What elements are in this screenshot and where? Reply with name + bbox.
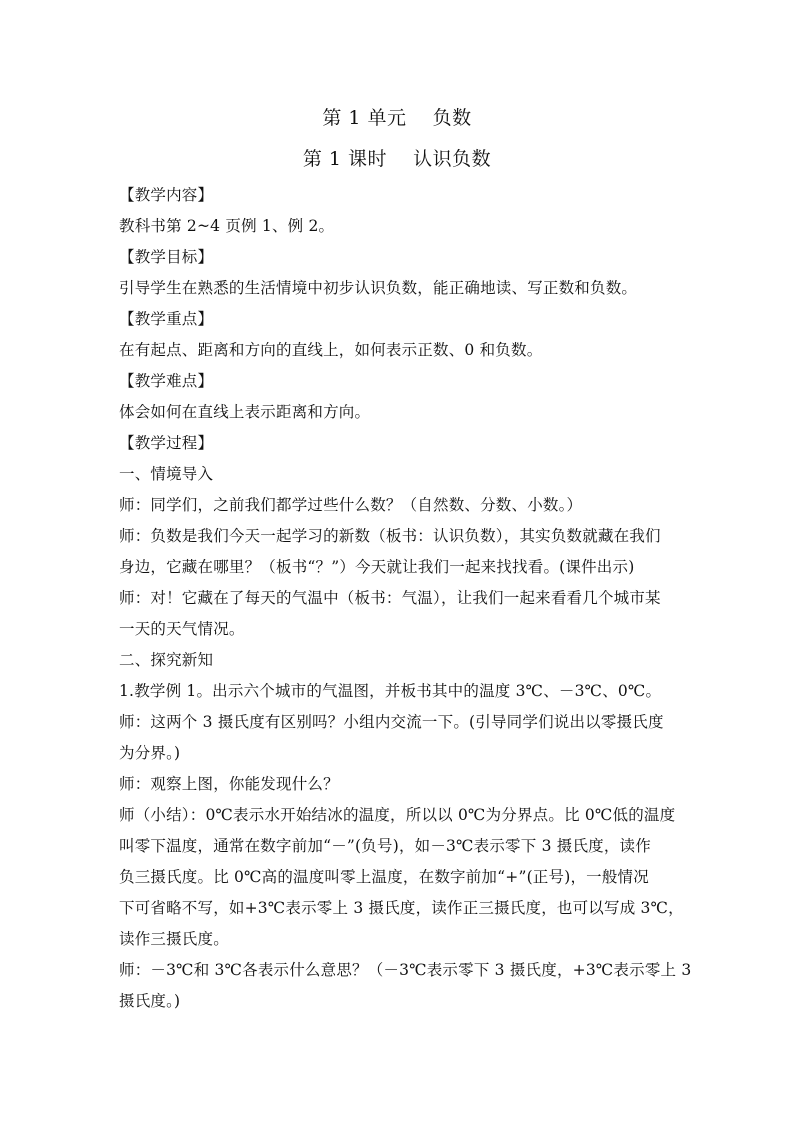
key-heading: 【教学重点】 [119,310,214,328]
process-heading: 【教学过程】 [119,434,214,452]
summary-line: 负三摄氏度。比 0℃高的温度叫零上温度，在数字前加“+”(正号)，一般情况 [119,868,649,886]
example-line: 1.教学例 1。出示六个城市的气温图，并板书其中的温度 3℃、－3℃、0℃。 [119,682,662,700]
goal-text: 引导学生在熟悉的生活情境中初步认识负数，能正确地读、写正数和负数。 [119,279,638,297]
difficulty-text: 体会如何在直线上表示距离和方向。 [119,403,371,421]
summary-line: 读作三摄氏度。 [119,930,229,948]
part1-heading: 一、情境导入 [119,465,214,483]
dialogue-line: 师：对！它藏在了每天的气温中（板书：气温），让我们一起来看看几个城市某 [119,589,661,607]
content-heading: 【教学内容】 [119,186,214,204]
dialogue-line: 摄氏度。) [119,992,181,1010]
content-text: 教科书第 2~4 页例 1、例 2。 [119,217,335,235]
dialogue-line: 为分界。) [119,744,181,762]
key-text: 在有起点、距离和方向的直线上，如何表示正数、0 和负数。 [119,341,543,359]
goal-heading: 【教学目标】 [119,248,214,266]
unit-title: 第 1 单元 负数 [322,107,472,129]
summary-line: 下可省略不写，如+3℃表示零上 3 摄氏度，读作正三摄氏度，也可以写成 3℃， [119,899,684,917]
dialogue-line: 一天的天气情况。 [119,620,245,638]
lesson-title: 第 1 课时 认识负数 [302,148,492,170]
document-body [119,180,692,1017]
dialogue-line: 身边，它藏在哪里？（板书“？”）今天就让我们一起来找找看。(课件出示) [119,558,635,576]
dialogue-line: 师：这两个 3 摄氏度有区别吗？小组内交流一下。(引导同学们说出以零摄氏度 [119,713,664,731]
difficulty-heading: 【教学难点】 [119,372,214,390]
summary-line: 师（小结）：0℃表示水开始结冰的温度，所以以 0℃为分界点。比 0℃低的温度 [119,806,676,824]
dialogue-line: 师：同学们，之前我们都学过些什么数？（自然数、分数、小数。） [119,496,583,514]
dialogue-line: 师：观察上图，你能发现什么？ [119,775,339,793]
dialogue-line: 师：负数是我们今天一起学习的新数（板书：认识负数），其实负数就藏在我们 [119,527,661,545]
summary-line: 叫零下温度，通常在数字前加“－”(负号)，如－3℃表示零下 3 摄氏度，读作 [119,837,651,855]
dialogue-line: 师：－3℃和 3℃各表示什么意思？（－3℃表示零下 3 摄氏度，+3℃表示零上 3 [119,961,692,979]
part2-heading: 二、探究新知 [119,651,214,669]
